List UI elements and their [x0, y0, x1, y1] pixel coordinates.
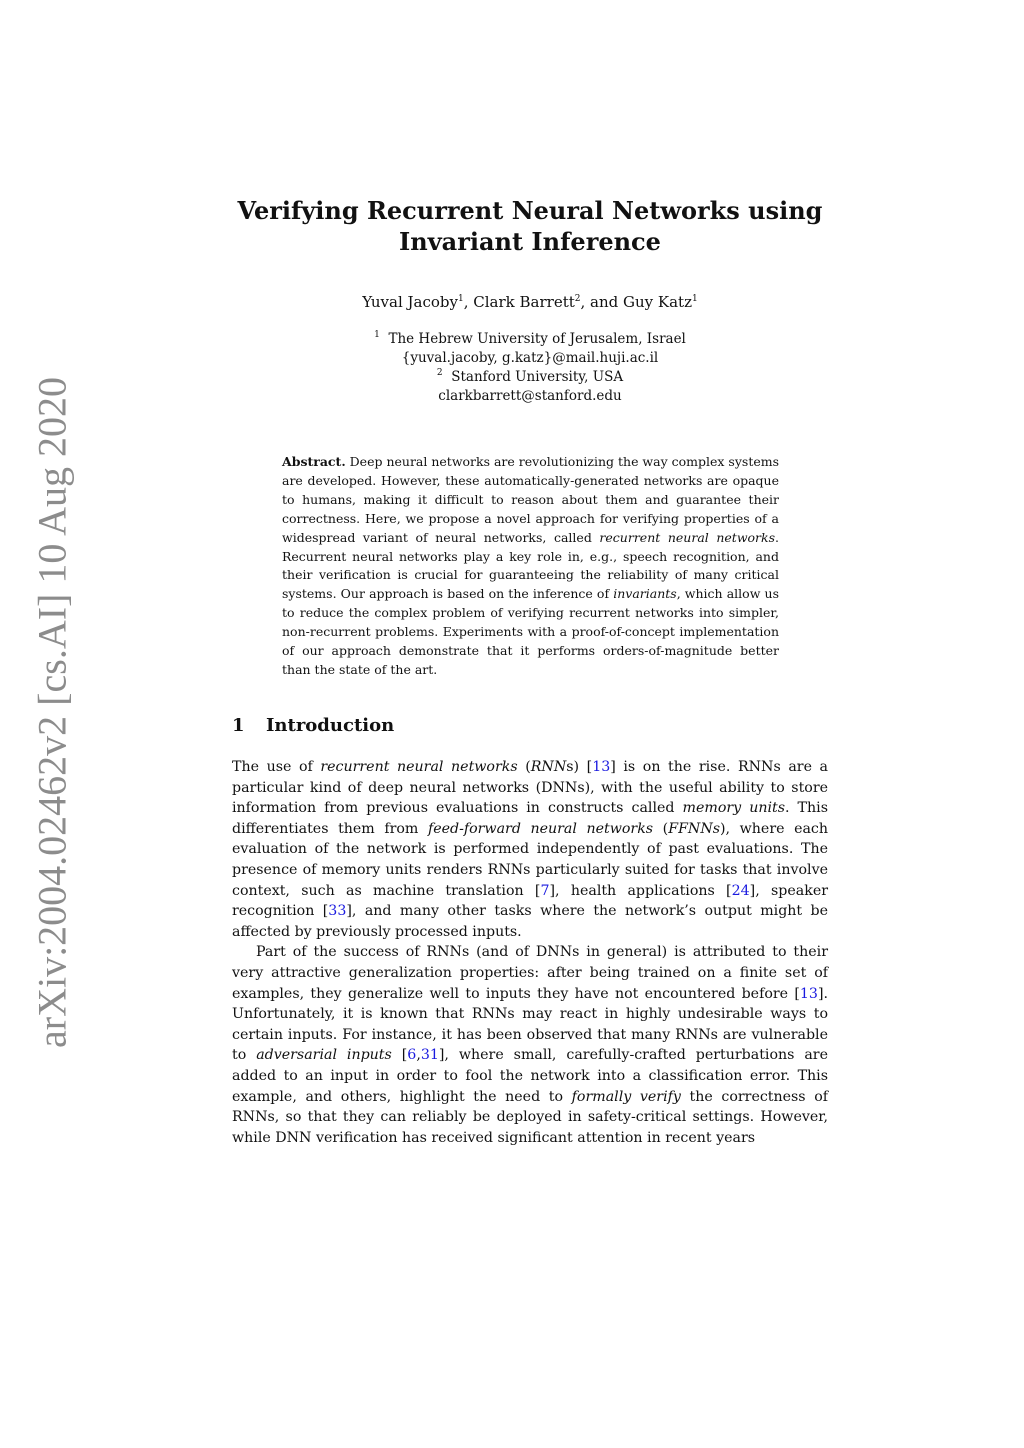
author-affiliation-mark: 1: [458, 294, 464, 304]
body-text: ], and many other tasks where the network’s output might be affected by previously processed inputs.: [232, 903, 828, 940]
citation-link[interactable]: 13: [799, 985, 818, 1002]
body-text: (: [517, 759, 531, 775]
abstract-text: . Recurrent neural networks play a key role in, e.g., speech recognition, and their verification is crucial for guaranteeing the reliability of many critical systems. Our approach is based on the inference of: [282, 529, 779, 602]
body-text: s) [: [566, 759, 593, 775]
affiliation-1: [232, 330, 828, 349]
body-paragraph-2: [232, 942, 828, 1148]
body-text: Part of the success of RNNs (and of DNNs in general) is attributed to their very attractive generalization properties: after being trained on a finite set of examples, they generalize well to inputs they have not encountered before [: [232, 944, 828, 1002]
citation-link[interactable]: 31: [420, 1047, 439, 1064]
body-text: [: [391, 1047, 408, 1064]
abstract-emphasis: recurrent neural networks: [599, 529, 776, 545]
citation-link[interactable]: 7: [540, 882, 550, 899]
body-emphasis: FFNNs: [668, 820, 721, 837]
body-text: ], health applications [: [549, 882, 732, 899]
author-separator: ,: [463, 293, 474, 311]
affiliation-institution: The Hebrew University of Jerusalem, Israel: [388, 331, 686, 347]
author-list: [232, 292, 828, 312]
section-heading: [232, 714, 828, 738]
author-affiliation-mark: 1: [691, 294, 698, 304]
citation-link[interactable]: 6: [407, 1047, 417, 1064]
arxiv-id-text: arXiv:2004.02462v2 [cs.AI] 10 Aug 2020: [29, 376, 75, 1048]
abstract-text: , which allow us to reduce the complex problem of verifying recurrent networks into simpler, non-recurrent problems. Experiments with a proof-of-concept implementation of our approach demonstrate that it performs orders-of-magnitude better than the state of the art.: [282, 586, 779, 677]
author-affiliation-mark: 2: [574, 294, 581, 304]
arxiv-identifier-stamp: [14, 376, 90, 1048]
abstract-label: Abstract.: [282, 454, 346, 469]
body-text: The use of: [232, 759, 321, 775]
body-paragraph-1: [232, 757, 828, 942]
affiliation-email: clarkbarrett@stanford.edu: [438, 388, 622, 404]
abstract: [282, 453, 779, 680]
body-text: ], speaker recognition [: [232, 882, 828, 920]
author-separator: , and: [580, 293, 624, 311]
section-body: [232, 757, 828, 1148]
body-emphasis: feed-forward neural networks: [427, 820, 654, 837]
affiliation-email: {yuval.jacoby, g.katz}@mail.huji.ac.il: [401, 350, 659, 366]
citation-link[interactable]: 24: [731, 882, 750, 899]
author-name: Yuval Jacoby: [362, 293, 458, 311]
body-emphasis: recurrent neural networks: [320, 759, 518, 775]
section-number: 1: [232, 715, 245, 736]
affiliations: [232, 330, 828, 406]
body-text: ]. Unfortunately, it is known that RNNs may react in highly undesirable ways to certain inputs. For instance, it has been observed that many RNNs are vulnerable to: [232, 985, 828, 1064]
citation-link[interactable]: 33: [328, 903, 347, 920]
body-emphasis: RNN: [530, 759, 567, 775]
citation-link[interactable]: 13: [592, 759, 611, 775]
body-text: the correctness of RNNs, so that they can reliably be deployed in safety-critical settings. However, while DNN verification has received significant attention in recent years: [232, 1088, 829, 1146]
body-text: ,: [416, 1047, 421, 1064]
affiliation-2: [232, 368, 828, 387]
abstract-text: Deep neural networks are revolutionizing the way complex systems are developed. However, these automatically-generated networks are opaque to humans, making it difficult to reason about them and guarantee their correctness. Here, we propose a novel approach for verifying properties of a widespread variant of neural networks, called: [282, 454, 780, 545]
author-name: Guy Katz: [623, 293, 692, 311]
body-text: ), where each evaluation of the network is performed independently of past evaluations. The presence of memory units renders RNNs particularly suited for tasks that involve context, such as machine translation [: [232, 820, 829, 899]
body-text: . This differentiates them from: [232, 800, 828, 837]
author-name: Clark Barrett: [473, 293, 575, 311]
section-title: Introduction: [266, 715, 395, 736]
body-text: (: [653, 820, 669, 837]
body-emphasis: formally verify: [571, 1088, 681, 1105]
body-emphasis: adversarial inputs: [256, 1047, 392, 1064]
abstract-paragraph: [282, 453, 779, 680]
body-text: ] is on the rise. RNNs are a particular kind of deep neural networks (DNNs), with the useful ability to store information from previous evaluations in constructs called: [232, 759, 829, 817]
title-line-1: Verifying Recurrent Neural Networks using: [237, 196, 823, 225]
affiliation-mark: 1: [374, 330, 380, 340]
paper-title: [232, 195, 828, 257]
affiliation-mark: 2: [436, 368, 443, 378]
body-emphasis: memory units: [682, 800, 785, 817]
affiliation-institution: Stanford University, USA: [451, 369, 624, 385]
abstract-emphasis: invariants: [613, 586, 677, 602]
title-line-2: Invariant Inference: [399, 227, 661, 256]
body-text: ], where small, carefully-crafted perturbations are added to an input in order to fool the network into a classification error. This example, and others, highlight the need to: [232, 1047, 828, 1105]
